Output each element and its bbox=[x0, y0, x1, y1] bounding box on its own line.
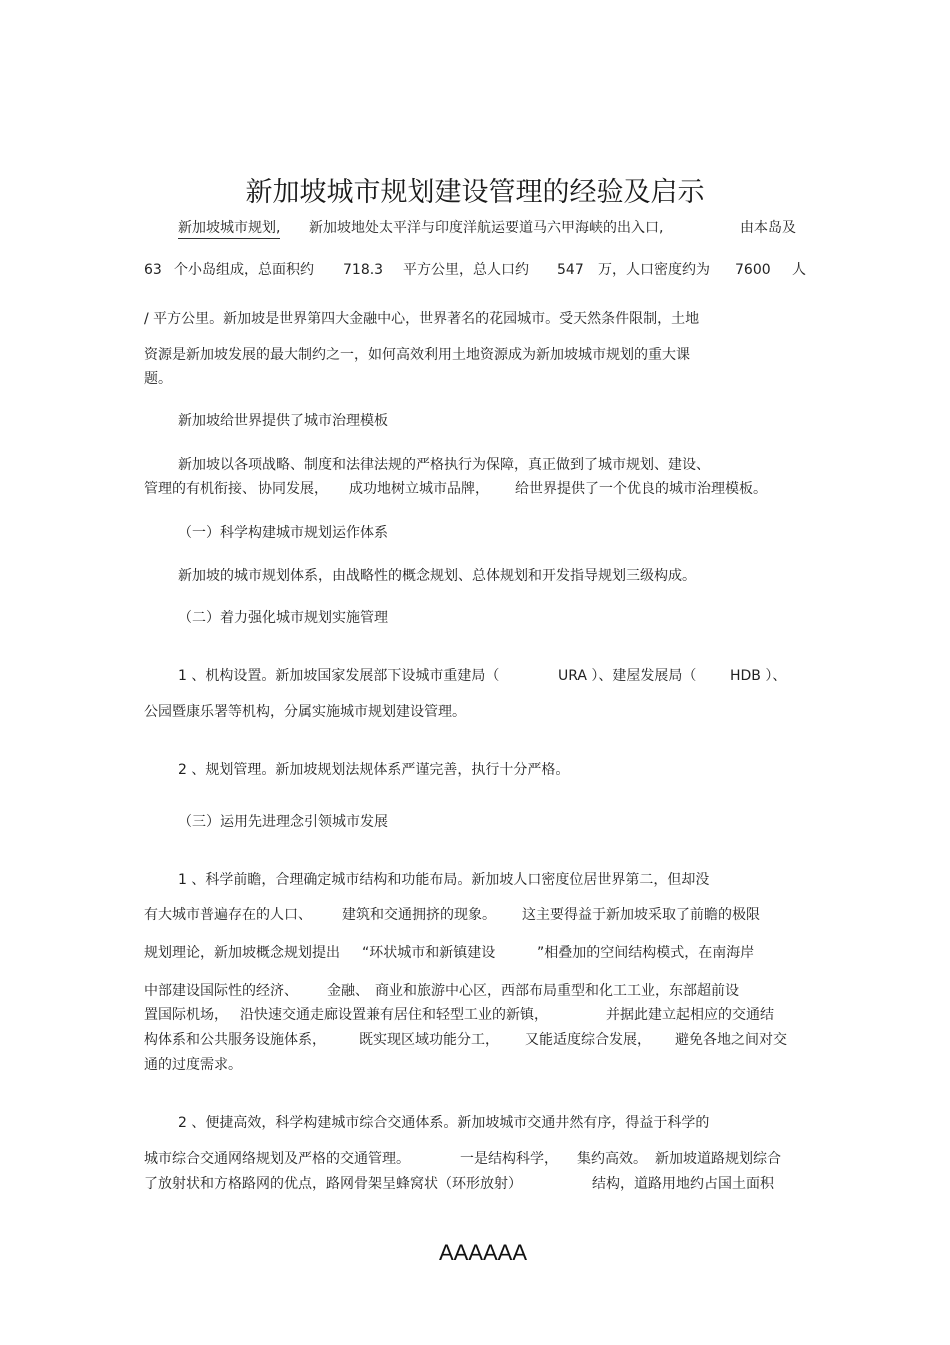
paragraph-line: 7600 bbox=[735, 262, 771, 278]
paragraph-line: 资源是新加坡发展的最大制约之一，如何高效利用土地资源成为新加坡城市规划的重大课 bbox=[144, 347, 690, 363]
paragraph-line: 有大城市普遍存在的人口、 bbox=[144, 907, 312, 923]
paragraph-line: 2 、规划管理。新加坡规划法规体系严谨完善，执行十分严格。 bbox=[178, 762, 570, 778]
paragraph-line: 通的过度需求。 bbox=[144, 1057, 242, 1073]
paragraph-line: 又能适度综合发展， bbox=[525, 1032, 651, 1048]
paragraph-line: ”相叠加的空间结构模式，在南海岸 bbox=[537, 945, 755, 961]
paragraph-line: 既实现区域功能分工， bbox=[359, 1032, 499, 1048]
paragraph-line: 由本岛及 bbox=[740, 220, 796, 236]
paragraph-line: 城市综合交通网络规划及严格的交通管理。 bbox=[144, 1151, 410, 1167]
paragraph-line: 协同发展， bbox=[258, 481, 328, 497]
paragraph-line: 547 bbox=[557, 262, 584, 278]
paragraph-line: 管理的有机衔接、 bbox=[144, 481, 256, 497]
paragraph-line: “环状城市和新镇建设 bbox=[362, 945, 496, 961]
paragraph-line: 置国际机场， bbox=[144, 1007, 228, 1023]
paragraph-line: 了放射状和方格路网的优点，路网骨架呈蜂窝状（环形放射） bbox=[144, 1176, 522, 1192]
paragraph-line: 新加坡道路规划综合 bbox=[655, 1151, 781, 1167]
paragraph-line: 1 、机构设置。新加坡国家发展部下设城市重建局（ bbox=[178, 668, 500, 684]
paragraph-line: 中部建设国际性的经济、 bbox=[144, 983, 298, 999]
paragraph-line: 公园暨康乐署等机构，分属实施城市规划建设管理。 bbox=[144, 704, 466, 720]
document-title: 新加坡城市规划建设管理的经验及启示 bbox=[245, 177, 705, 208]
intro-keyword: 新加坡城市规划, bbox=[178, 219, 280, 239]
paragraph-line: 人 bbox=[792, 262, 806, 278]
paragraph-line: 新加坡的城市规划体系，由战略性的概念规划、总体规划和开发指导规划三级构成。 bbox=[178, 568, 696, 584]
paragraph-line: HDB ）、 bbox=[730, 668, 787, 684]
paragraph-line: 题。 bbox=[144, 371, 172, 387]
paragraph-line: 沿快速交通走廊设置兼有居住和轻型工业的新镇， bbox=[240, 1007, 548, 1023]
section-heading: 新加坡给世界提供了城市治理模板 bbox=[178, 413, 388, 429]
paragraph-line: 成功地树立城市品牌， bbox=[349, 481, 489, 497]
subsection-heading: （一）科学构建城市规划运作体系 bbox=[178, 525, 388, 541]
paragraph-line: 建筑和交通拥挤的现象。 bbox=[342, 907, 496, 923]
paragraph-line: 1 、科学前瞻，合理确定城市结构和功能布局。新加坡人口密度位居世界第二，但却没 bbox=[178, 872, 710, 888]
paragraph-line: 新加坡地处太平洋与印度洋航运要道马六甲海峡的出入口, bbox=[309, 220, 664, 236]
subsection-heading: （三）运用先进理念引领城市发展 bbox=[178, 814, 388, 830]
paragraph-line: 避免各地之间对交 bbox=[675, 1032, 787, 1048]
paragraph-line: / 平方公里。新加坡是世界第四大金融中心，世界著名的花园城市。受天然条件限制，土地 bbox=[144, 311, 700, 327]
paragraph-line: URA ）、建屋发展局（ bbox=[558, 668, 697, 684]
subsection-heading: （二）着力强化城市规划实施管理 bbox=[178, 610, 388, 626]
paragraph-line: 平方公里，总人口约 bbox=[403, 262, 529, 278]
paragraph-line: 个小岛组成，总面积约 bbox=[174, 262, 314, 278]
paragraph-line: 结构，道路用地约占国土面积 bbox=[592, 1176, 774, 1192]
paragraph-line: 一是结构科学， bbox=[460, 1151, 558, 1167]
paragraph-line: 规划理论，新加坡概念规划提出 bbox=[144, 945, 340, 961]
paragraph-line: 给世界提供了一个优良的城市治理模板。 bbox=[515, 481, 767, 497]
paragraph-line: 718.3 bbox=[343, 262, 384, 278]
paragraph-line: 构体系和公共服务设施体系， bbox=[144, 1032, 326, 1048]
paragraph-line: 新加坡以各项战略、制度和法律法规的严格执行为保障，真正做到了城市规划、建设、 bbox=[178, 457, 710, 473]
paragraph-line: 商业和旅游中心区，西部布局重型和化工工业，东部超前设 bbox=[375, 983, 739, 999]
page-footer: AAAAAA bbox=[438, 1240, 528, 1265]
paragraph-line: 63 bbox=[144, 262, 162, 278]
paragraph-line: 集约高效。 bbox=[577, 1151, 647, 1167]
paragraph-line: 万，人口密度约为 bbox=[598, 262, 710, 278]
paragraph-line: 2 、便捷高效，科学构建城市综合交通体系。新加坡城市交通井然有序，得益于科学的 bbox=[178, 1115, 710, 1131]
paragraph-line: 并据此建立起相应的交通结 bbox=[606, 1007, 774, 1023]
paragraph-line: 这主要得益于新加坡采取了前瞻的极限 bbox=[522, 907, 760, 923]
paragraph-line: 金融、 bbox=[327, 983, 369, 999]
